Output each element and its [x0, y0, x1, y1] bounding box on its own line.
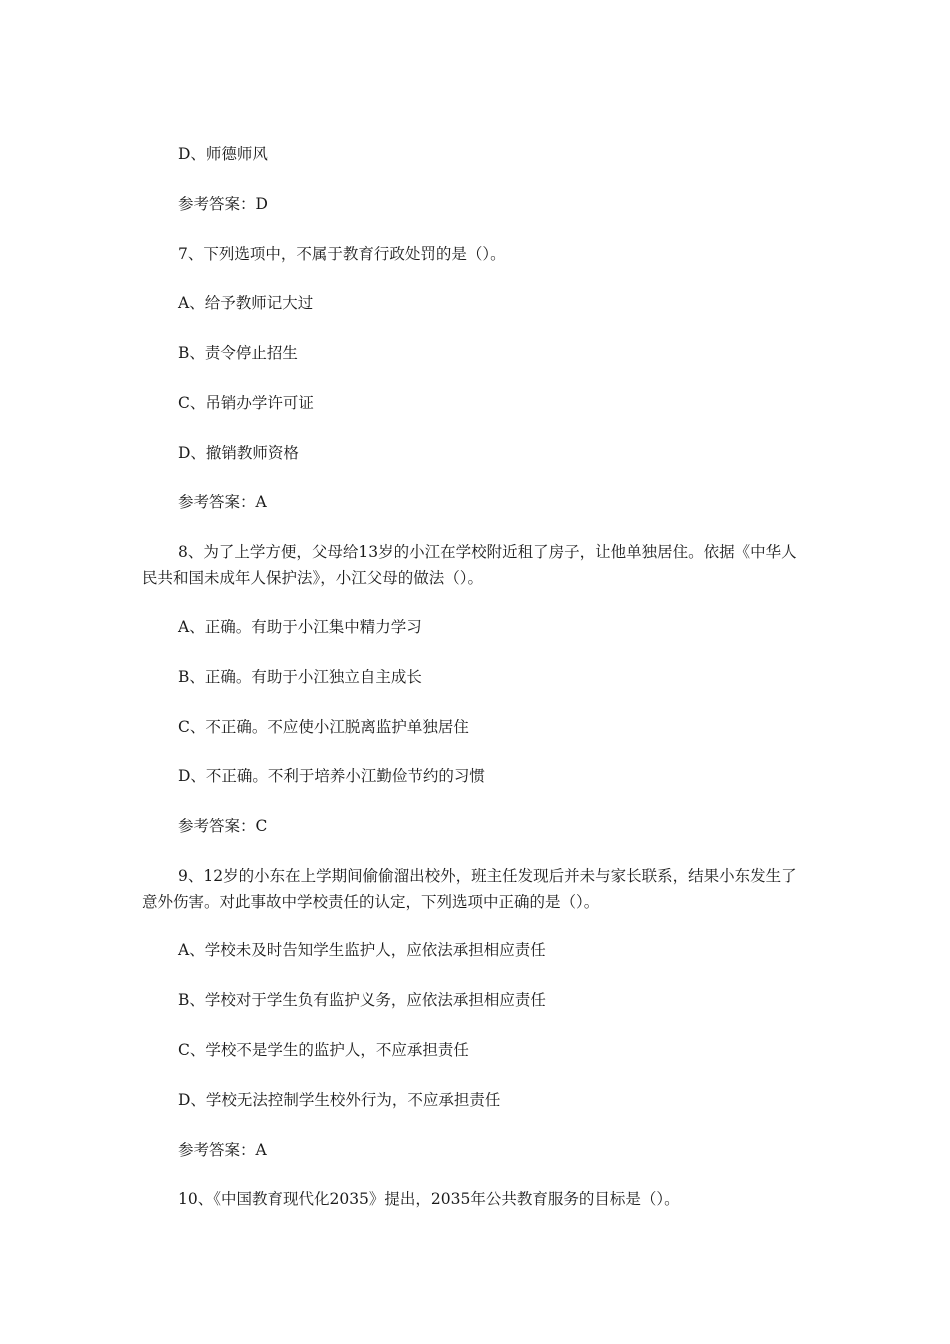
prev-answer: 参考答案：D [178, 195, 268, 213]
q8-answer: 参考答案：C [178, 817, 268, 835]
q8-stem: 8、为了上学方便，父母给13岁的小江在学校附近租了房子，让他单独居住。依据《中华人民共和国未成年人保护法》，小江父母的做法（）。 [142, 543, 797, 587]
q7-answer: 参考答案：A [178, 493, 267, 511]
q9-option-d: D、学校无法控制学生校外行为，不应承担责任 [178, 1091, 501, 1109]
q10-stem: 10、《中国教育现代化2035》提出，2035年公共教育服务的目标是（）。 [178, 1190, 680, 1208]
q7-stem: 7、下列选项中，不属于教育行政处罚的是（）。 [178, 245, 506, 263]
q8-option-b: B、正确。有助于小江独立自主成长 [178, 668, 422, 686]
q7-option-b: B、责令停止招生 [178, 344, 298, 362]
q9-option-a: A、学校未及时告知学生监护人，应依法承担相应责任 [178, 941, 546, 959]
q8-option-c: C、不正确。不应使小江脱离监护单独居住 [178, 718, 469, 736]
q9-stem: 9、12岁的小东在上学期间偷偷溜出校外，班主任发现后并未与家长联系，结果小东发生了意外伤害。对此事故中学校责任的认定，下列选项中正确的是（）。 [142, 867, 797, 911]
q7-option-d: D、撤销教师资格 [178, 444, 299, 462]
q9-option-c: C、学校不是学生的监护人，不应承担责任 [178, 1041, 469, 1059]
q9-answer: 参考答案：A [178, 1141, 267, 1159]
q7-option-a: A、给予教师记大过 [178, 294, 314, 312]
q7-option-c: C、吊销办学许可证 [178, 394, 314, 412]
q9-option-b: B、学校对于学生负有监护义务，应依法承担相应责任 [178, 991, 546, 1009]
q8-option-d: D、不正确。不利于培养小江勤俭节约的习惯 [178, 767, 485, 785]
q8-option-a: A、正确。有助于小江集中精力学习 [178, 618, 422, 636]
prev-option-d: D、师德师风 [178, 145, 268, 163]
